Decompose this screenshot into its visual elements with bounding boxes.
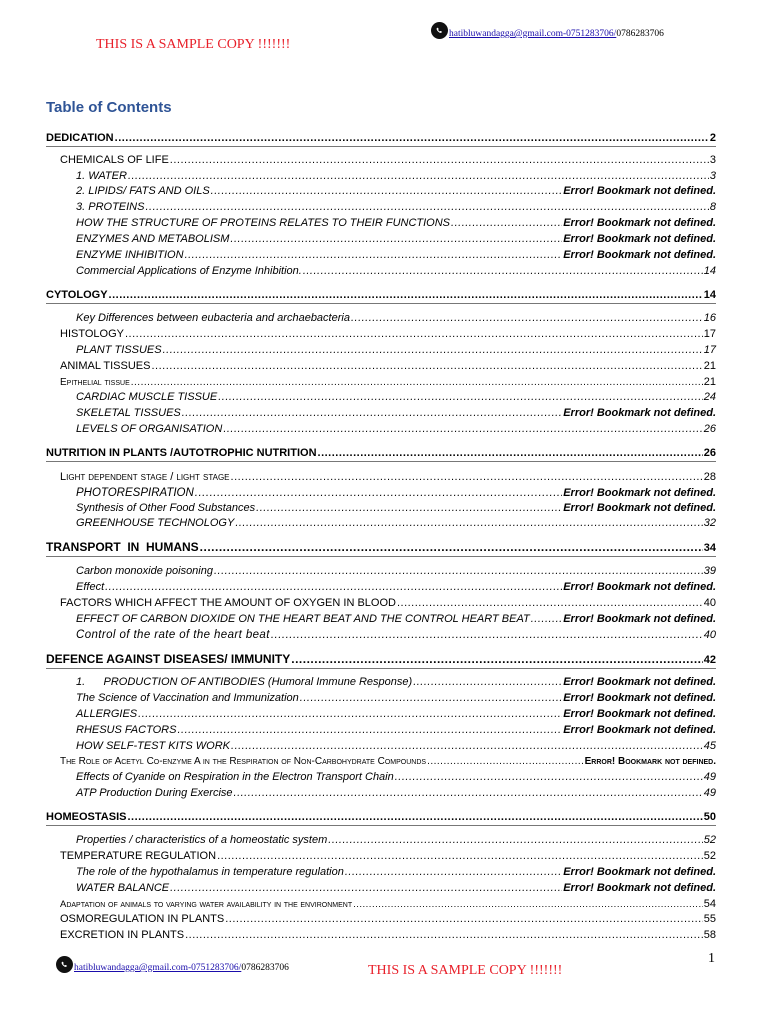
toc-entry[interactable]: GREENHOUSE TECHNOLOGY ..... 32 [46,516,716,530]
toc-entry-nutrition[interactable]: NUTRITION IN PLANTS /AUTOTROPHIC NUTRITION ..... 26 [46,446,716,460]
toc-entry[interactable]: LEVELS OF ORGANISATION ..... 26 [46,422,716,436]
toc-entry[interactable]: HOW SELF-TEST KITS WORK ..... 45 [46,739,716,753]
toc-entry[interactable]: The role of the hypothalamus in temperature regulation ..... Error! Bookmark not defined. [46,865,716,879]
toc-entry[interactable]: 1. PRODUCTION OF ANTIBODIES (Humoral Immune Response) ..... Error! Bookmark not defined. [46,675,716,689]
toc-entry[interactable]: ANIMAL TISSUES ..... 21 [46,359,716,373]
whatsapp-icon [56,956,73,973]
toc-entry[interactable]: EXCRETION IN PLANTS ..... 58 [46,928,716,942]
toc-entry[interactable]: PLANT TISSUES ..... 17 [46,343,716,357]
toc-entry[interactable]: 3. PROTEINS ..... 8 [46,200,716,214]
whatsapp-icon [431,22,448,39]
toc-entry[interactable]: 1. WATER ..... 3 [46,169,716,183]
section-divider [46,146,716,147]
toc-entry[interactable]: HISTOLOGY ..... 17 [46,327,716,341]
contact-email-link[interactable]: hatibluwandagga@gmail.com-0751283706/ [449,29,617,39]
page-number: 1 [708,951,715,966]
section-divider [46,668,716,669]
toc-entry[interactable]: Key Differences between eubacteria and archaebacteria ..... 16 [46,311,716,325]
contact-phone: 0786283706 [616,29,664,39]
toc-entry-homeostasis[interactable]: HOMEOSTASIS ..... 50 [46,810,716,824]
toc-entry[interactable]: Epithelial tissue ..... 21 [46,375,716,390]
section-divider [46,461,716,462]
toc-entry[interactable]: ENZYME INHIBITION ..... Error! Bookmark not defined. [46,248,716,262]
toc-entry[interactable]: TEMPERATURE REGULATION ..... 52 [46,849,716,863]
toc-entry[interactable]: PHOTORESPIRATION ..... Error! Bookmark not defined. [46,486,716,500]
toc-entry[interactable]: SKELETAL TISSUES ..... Error! Bookmark not defined. [46,406,716,420]
footer-contact [56,956,289,973]
toc-entry[interactable]: The Role of Acetyl Co-enzyme A in the Respiration of Non-Carbohydrate Compounds ..... Error! Bookmark not defined. [46,755,716,769]
header-contact [431,22,664,39]
toc-entry[interactable]: ALLERGIES ..... Error! Bookmark not defined. [46,707,716,721]
toc-entry[interactable]: Effects of Cyanide on Respiration in the Electron Transport Chain ..... 49 [46,770,716,784]
toc-entry[interactable]: OSMOREGULATION IN PLANTS ..... 55 [46,912,716,926]
toc-entry[interactable]: CARDIAC MUSCLE TISSUE ..... 24 [46,390,716,404]
contact-phone: 0786283706 [241,963,289,973]
toc-title: Table of Contents [46,99,172,116]
toc-entry[interactable]: ATP Production During Exercise ..... 49 [46,786,716,800]
toc-entry[interactable]: FACTORS WHICH AFFECT THE AMOUNT OF OXYGEN IN BLOOD ..... 40 [46,596,716,610]
toc-entry[interactable]: EFFECT OF CARBON DIOXIDE ON THE HEART BEAT AND THE CONTROL HEART BEAT ..... Error! Bookmark not defined. [46,612,716,626]
toc-entry[interactable]: Synthesis of Other Food Substances ..... Error! Bookmark not defined. [46,501,716,515]
contact-email-link[interactable]: hatibluwandagga@gmail.com-0751283706/ [74,963,242,973]
toc-entry[interactable]: Light dependent stage / light stage ..... 28 [46,470,716,484]
section-divider [46,556,716,557]
toc-entry[interactable]: Commercial Applications of Enzyme Inhibition. ..... 14 [46,264,716,278]
toc-entry[interactable]: Carbon monoxide poisoning ..... 39 [46,564,716,578]
toc-entry[interactable]: ENZYMES AND METABOLISM ..... Error! Bookmark not defined. [46,232,716,246]
toc-entry-cytology[interactable]: CYTOLOGY ..... 14 [46,288,716,302]
toc-entry-defence[interactable]: DEFENCE AGAINST DISEASES/ IMMUNITY ..... 42 [46,652,716,667]
toc-entry[interactable]: 2. LIPIDS/ FATS AND OILS ..... Error! Bookmark not defined. [46,184,716,198]
toc-entry[interactable]: The Science of Vaccination and Immunization ..... Error! Bookmark not defined. [46,691,716,705]
toc-entry[interactable]: HOW THE STRUCTURE OF PROTEINS RELATES TO THEIR FUNCTIONS ..... Error! Bookmark not defined. [46,216,716,230]
toc-entry[interactable]: Adaptation of animals to varying water availability in the environment ..... 54 [46,897,716,912]
toc-entry[interactable]: RHESUS FACTORS ..... Error! Bookmark not defined. [46,723,716,737]
toc-entry[interactable]: Properties / characteristics of a homeostatic system ..... 52 [46,833,716,847]
toc-entry-transport[interactable]: TRANSPORT IN HUMANS ..... 34 [46,540,716,555]
sample-copy-banner-top: THIS IS A SAMPLE COPY !!!!!!! [96,37,291,52]
section-divider [46,303,716,304]
sample-copy-banner-bottom: THIS IS A SAMPLE COPY !!!!!!! [368,963,563,978]
toc-entry[interactable]: Control of the rate of the heart beat ..... 40 [46,628,716,642]
toc-entry[interactable]: WATER BALANCE ..... Error! Bookmark not defined. [46,881,716,895]
toc-entry-dedication[interactable]: DEDICATION ..... 2 [46,131,716,145]
section-divider [46,825,716,826]
toc-entry[interactable]: Effect ..... Error! Bookmark not defined. [46,580,716,594]
toc-entry[interactable]: CHEMICALS OF LIFE ..... 3 [46,153,716,167]
